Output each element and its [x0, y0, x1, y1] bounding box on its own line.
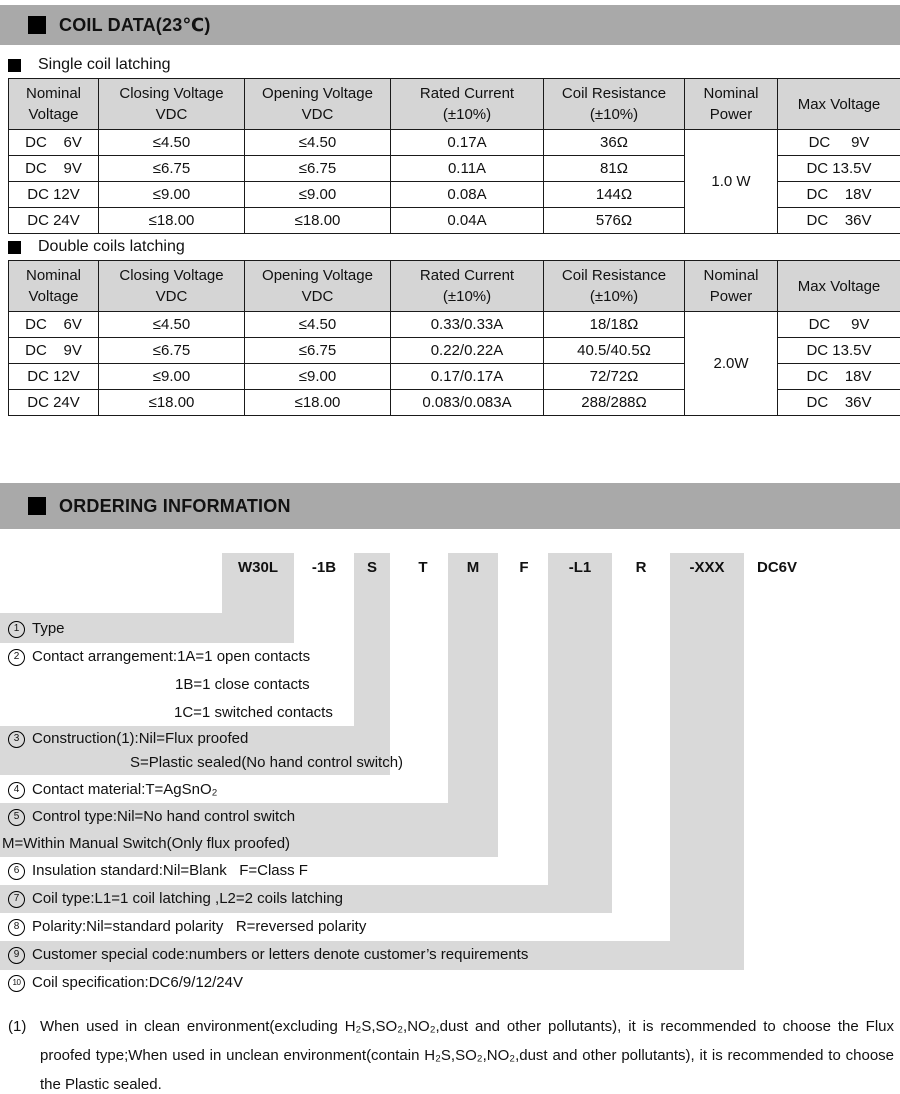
ordering-line-construction — [8, 729, 248, 749]
cell-opening-voltage: ≤18.00 — [245, 208, 391, 234]
cell-rated-current: 0.08A — [391, 182, 544, 208]
code-segment-coil-type: -L1 — [568, 559, 592, 576]
cell-rated-current: 0.083/0.083A — [391, 390, 544, 416]
cell-max-voltage: DC 9V — [778, 312, 900, 338]
ordering-line-polarity — [8, 917, 366, 937]
ordering-line-coil-spec — [8, 973, 243, 993]
cell-opening-voltage: ≤4.50 — [245, 312, 391, 338]
header-line: Closing Voltage — [119, 267, 224, 284]
subsection-label: Single coil latching — [38, 56, 171, 73]
single-coil-latching-label — [8, 56, 171, 74]
header-line: VDC — [301, 106, 334, 123]
cell-nominal-voltage: DC 9V — [9, 338, 99, 364]
header-line: (±10%) — [442, 106, 492, 123]
cell-max-voltage: DC 36V — [778, 390, 900, 416]
line-text: 1B=1 close contacts — [175, 676, 310, 693]
header-line: Opening Voltage — [262, 267, 373, 284]
circled-number: 8 — [8, 919, 25, 936]
line-text: Control type:Nil=No hand control switch — [32, 808, 296, 825]
section-title: ORDERING INFORMATION — [59, 495, 291, 516]
cell-coil-resistance: 81Ω — [544, 156, 685, 182]
cell-nominal-voltage: DC 24V — [9, 208, 99, 234]
code-segment-control-type: M — [466, 559, 480, 576]
cell-max-voltage: DC 18V — [778, 364, 900, 390]
code-segment-construction: S — [366, 559, 377, 576]
header-cell — [99, 261, 245, 312]
cell-opening-voltage: ≤18.00 — [245, 390, 391, 416]
cell-rated-current: 0.17A — [391, 130, 544, 156]
ordering-line-type — [8, 619, 65, 639]
ordering-line-contact-1b — [175, 675, 310, 695]
cell-nominal-voltage: DC 6V — [9, 130, 99, 156]
header-cell — [391, 261, 544, 312]
line-text: Coil type:L1=1 coil latching ,L2=2 coils latching — [32, 890, 344, 907]
cell-coil-resistance: 40.5/40.5Ω — [544, 338, 685, 364]
subsection-bullet-icon — [8, 59, 21, 72]
line-text: Construction(1):Nil=Flux proofed — [32, 730, 249, 747]
header-line: (±10%) — [442, 288, 492, 305]
circled-number: 10 — [8, 975, 25, 992]
cell-closing-voltage: ≤18.00 — [99, 208, 245, 234]
cell-opening-voltage: ≤6.75 — [245, 338, 391, 364]
code-band-coil-type — [548, 553, 612, 913]
line-text: Contact arrangement:1A=1 open contacts — [32, 648, 311, 665]
cell-nominal-voltage: DC 12V — [9, 364, 99, 390]
cell-closing-voltage: ≤4.50 — [99, 130, 245, 156]
header-line: VDC — [301, 288, 334, 305]
header-cell — [778, 79, 900, 130]
cell-rated-current: 0.04A — [391, 208, 544, 234]
cell-coil-resistance: 288/288Ω — [544, 390, 685, 416]
circled-number: 6 — [8, 863, 25, 880]
subsection-bullet-icon — [8, 241, 21, 254]
table-header-row — [9, 261, 900, 312]
circled-number: 7 — [8, 891, 25, 908]
cell-rated-current: 0.33/0.33A — [391, 312, 544, 338]
cell-nominal-voltage: DC 12V — [9, 182, 99, 208]
circled-number: 2 — [8, 649, 25, 666]
header-cell — [544, 261, 685, 312]
cell-closing-voltage: ≤9.00 — [99, 364, 245, 390]
cell-max-voltage: DC 9V — [778, 130, 900, 156]
section-title: COIL DATA(23℃) — [59, 14, 211, 35]
header-line: VDC — [155, 288, 188, 305]
cell-max-voltage: DC 36V — [778, 208, 900, 234]
ordering-code-diagram — [0, 551, 900, 1001]
ordering-line-control-type — [8, 807, 295, 827]
code-segment-insulation: F — [519, 559, 529, 576]
header-line: Voltage — [28, 288, 79, 305]
line-text: Contact material:T=AgSnO₂ — [32, 781, 218, 798]
cell-rated-current: 0.11A — [391, 156, 544, 182]
cell-coil-resistance: 576Ω — [544, 208, 685, 234]
cell-coil-resistance: 18/18Ω — [544, 312, 685, 338]
line-text: 1C=1 switched contacts — [174, 704, 333, 721]
table-row — [9, 312, 900, 338]
coil-data-section-header — [0, 5, 900, 45]
cell-coil-resistance: 144Ω — [544, 182, 685, 208]
header-line: Nominal — [703, 85, 759, 102]
header-cell — [245, 261, 391, 312]
code-segment-contact-material: T — [418, 559, 428, 576]
line-text: Insulation standard:Nil=Blank F=Class F — [32, 862, 308, 879]
footnote-marker: (1) — [8, 1018, 27, 1035]
header-line: Coil Resistance — [561, 267, 667, 284]
cell-coil-resistance: 72/72Ω — [544, 364, 685, 390]
footnote-text: When used in clean environment(excluding H₂S,SO₂,NO₂,dust and other pollutants), it is recommended to choose the Flux proofed type;When used in unclean environment(contain H₂S,SO₂,NO₂,dust and other pollutants), it is recommended to choose the Plastic sealed. — [40, 1018, 894, 1093]
header-line: Power — [709, 106, 753, 123]
ordering-line-control-m — [2, 834, 290, 854]
footnote — [8, 1012, 894, 1094]
ordering-information-section-header — [0, 483, 900, 529]
header-line: Nominal — [25, 267, 82, 284]
header-cell — [391, 79, 544, 130]
header-cell — [9, 261, 99, 312]
table-header-row — [9, 79, 900, 130]
header-line: Coil Resistance — [561, 85, 667, 102]
section-bullet-icon — [28, 16, 46, 34]
cell-max-voltage: DC 13.5V — [778, 338, 900, 364]
cell-rated-current: 0.17/0.17A — [391, 364, 544, 390]
code-segment-special-code: -XXX — [689, 559, 725, 576]
header-line: (±10%) — [589, 106, 639, 123]
cell-closing-voltage: ≤6.75 — [99, 338, 245, 364]
header-line: Voltage — [28, 106, 79, 123]
cell-closing-voltage: ≤4.50 — [99, 312, 245, 338]
code-segment-polarity: R — [635, 559, 647, 576]
header-line: Max Voltage — [797, 95, 881, 113]
double-coils-latching-label — [8, 238, 185, 256]
cell-nominal-voltage: DC 6V — [9, 312, 99, 338]
header-cell — [685, 79, 778, 130]
ordering-line-construction-s — [130, 753, 403, 773]
cell-nominal-power: 1.0 W — [685, 130, 778, 234]
header-line: Rated Current — [419, 267, 515, 284]
circled-number: 9 — [8, 947, 25, 964]
code-segment-contact-arrangement: -1B — [311, 559, 337, 576]
circled-number: 4 — [8, 782, 25, 799]
ordering-line-contact-1c — [174, 703, 333, 723]
header-cell — [99, 79, 245, 130]
cell-closing-voltage: ≤6.75 — [99, 156, 245, 182]
line-text: Coil specification:DC6/9/12/24V — [32, 974, 243, 991]
header-cell — [778, 261, 900, 312]
double-coils-table — [8, 260, 900, 416]
circled-number: 3 — [8, 731, 25, 748]
table-row — [9, 130, 900, 156]
line-text: M=Within Manual Switch(Only flux proofed) — [2, 835, 291, 852]
cell-opening-voltage: ≤6.75 — [245, 156, 391, 182]
cell-rated-current: 0.22/0.22A — [391, 338, 544, 364]
ordering-line-contact-material — [8, 780, 218, 800]
line-text: Polarity:Nil=standard polarity R=reversed polarity — [32, 918, 367, 935]
code-segment-coil-spec: DC6V — [756, 559, 797, 576]
cell-nominal-voltage: DC 24V — [9, 390, 99, 416]
subsection-label: Double coils latching — [38, 238, 185, 255]
header-line: Nominal — [25, 85, 82, 102]
header-line: Opening Voltage — [262, 85, 373, 102]
header-cell — [544, 79, 685, 130]
header-line: Nominal — [703, 267, 759, 284]
line-text: Type — [32, 620, 65, 637]
single-coil-table — [8, 78, 900, 234]
line-text: S=Plastic sealed(No hand control switch) — [130, 754, 404, 771]
cell-nominal-voltage: DC 9V — [9, 156, 99, 182]
cell-opening-voltage: ≤9.00 — [245, 182, 391, 208]
cell-nominal-power: 2.0W — [685, 312, 778, 416]
cell-coil-resistance: 36Ω — [544, 130, 685, 156]
header-line: (±10%) — [589, 288, 639, 305]
code-band-special-code — [670, 553, 744, 970]
cell-opening-voltage: ≤4.50 — [245, 130, 391, 156]
header-line: Rated Current — [419, 85, 515, 102]
section-bullet-icon — [28, 497, 46, 515]
circled-number: 5 — [8, 809, 25, 826]
cell-max-voltage: DC 18V — [778, 182, 900, 208]
header-line: Power — [709, 288, 753, 305]
circled-number: 1 — [8, 621, 25, 638]
ordering-line-insulation — [8, 861, 308, 881]
ordering-line-contact-arrangement — [8, 647, 310, 667]
header-line: Closing Voltage — [119, 85, 224, 102]
cell-max-voltage: DC 13.5V — [778, 156, 900, 182]
header-line: VDC — [155, 106, 188, 123]
cell-closing-voltage: ≤9.00 — [99, 182, 245, 208]
line-text: Customer special code:numbers or letters denote customer’s requirements — [32, 946, 529, 963]
cell-closing-voltage: ≤18.00 — [99, 390, 245, 416]
header-cell — [245, 79, 391, 130]
header-cell — [9, 79, 99, 130]
code-segment-type: W30L — [237, 559, 278, 576]
header-cell — [685, 261, 778, 312]
ordering-line-coil-type — [8, 889, 343, 909]
ordering-line-special-code — [8, 945, 528, 965]
header-line: Max Voltage — [797, 277, 881, 295]
cell-opening-voltage: ≤9.00 — [245, 364, 391, 390]
